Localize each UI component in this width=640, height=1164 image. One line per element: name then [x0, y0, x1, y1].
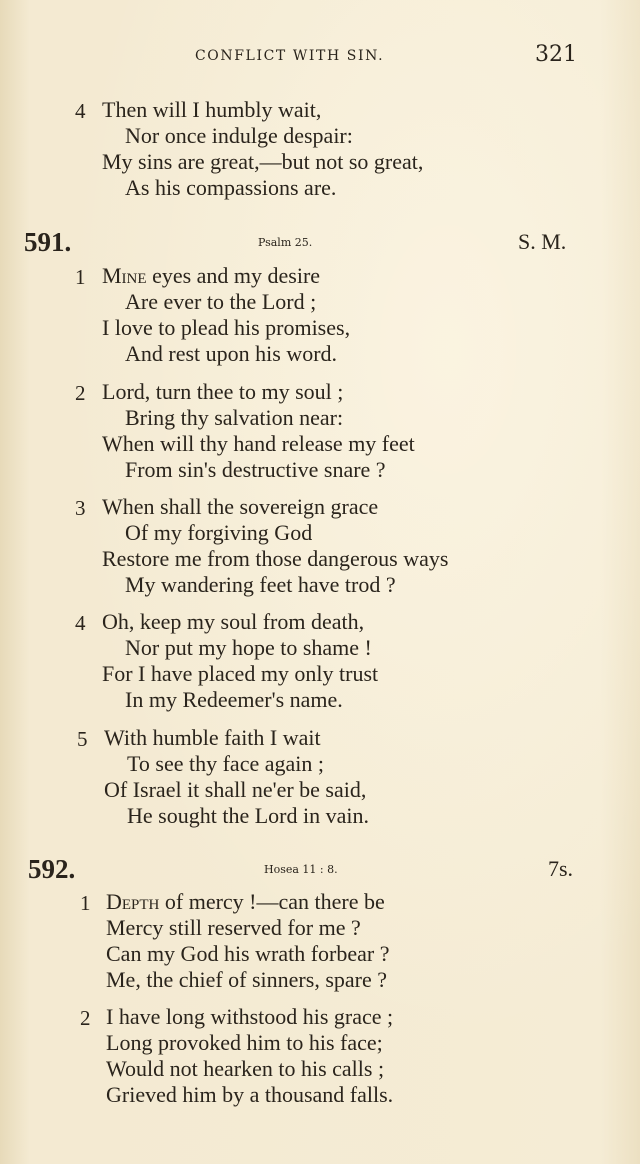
hymn-line: Can my God his wrath forbear ? [106, 941, 390, 966]
hymn-line: To see thy face again ; [127, 751, 324, 776]
hymn-line: When shall the sovereign grace [102, 494, 379, 519]
hymn-number: 592. [28, 854, 76, 884]
running-head: CONFLICT WITH SIN. [195, 48, 385, 64]
hymn-meter: 7s. [548, 856, 574, 881]
hymn-line: Then will I humbly wait, [102, 97, 322, 122]
hymn-line: Long provoked him to his face; [106, 1030, 383, 1055]
verse-number: 4 [75, 611, 86, 635]
hymn-line: Would not hearken to his calls ; [106, 1056, 385, 1081]
hymn-line: With humble faith I wait [104, 725, 321, 750]
hymn-line: Of Israel it shall ne'er be said, [104, 777, 367, 802]
hymn-meter: S. M. [518, 229, 567, 254]
hymn-line: Depth of mercy !—can there be [106, 889, 385, 914]
verse-number: 2 [75, 381, 86, 405]
verse-number: 3 [75, 496, 86, 520]
hymn-line: When will thy hand release my feet [102, 431, 415, 456]
page-number: 321 [535, 42, 577, 67]
hymn-line: Lord, turn thee to my soul ; [102, 379, 344, 404]
hymn-line: He sought the Lord in vain. [127, 803, 369, 828]
hymn-line: Restore me from those dangerous ways [102, 546, 449, 571]
hymn-number: 591. [24, 227, 72, 257]
verse-number: 1 [80, 891, 91, 915]
hymn-line: Are ever to the Lord ; [125, 289, 317, 314]
verse-number: 2 [80, 1006, 91, 1030]
hymn-line: I love to plead his promises, [102, 315, 351, 340]
hymn-line: Grieved him by a thousand falls. [106, 1082, 394, 1107]
first-word: Depth [106, 889, 160, 914]
hymn-line: Me, the chief of sinners, spare ? [106, 967, 388, 992]
hymn-line: Oh, keep my soul from death, [102, 609, 365, 634]
hymn-line: In my Redeemer's name. [125, 687, 343, 712]
hymn-line: Mine eyes and my desire [102, 263, 321, 288]
hymn-line: Nor put my hope to shame ! [125, 635, 372, 660]
hymn-line: From sin's destructive snare ? [125, 457, 386, 482]
first-word: Mine [102, 263, 147, 288]
hymn-line: And rest upon his word. [125, 341, 338, 366]
hymn-line: My sins are great,—but not so great, [102, 149, 424, 174]
hymn-source: Psalm 25. [258, 236, 313, 249]
verse-number: 4 [75, 99, 86, 123]
hymn-line: Bring thy salvation near: [125, 405, 344, 430]
hymn-line: Mercy still reserved for me ? [106, 915, 361, 940]
hymn-line: Nor once indulge despair: [125, 123, 353, 148]
hymn-line: I have long withstood his grace ; [106, 1004, 394, 1029]
hymn-line: Of my forgiving God [125, 520, 313, 545]
hymn-line: As his compassions are. [125, 175, 337, 200]
hymn-line: For I have placed my only trust [102, 661, 379, 686]
verse-number: 1 [75, 265, 86, 289]
hymn-line: My wandering feet have trod ? [125, 572, 396, 597]
hymn-source: Hosea 11 : 8. [264, 863, 338, 876]
verse-number: 5 [77, 727, 88, 751]
